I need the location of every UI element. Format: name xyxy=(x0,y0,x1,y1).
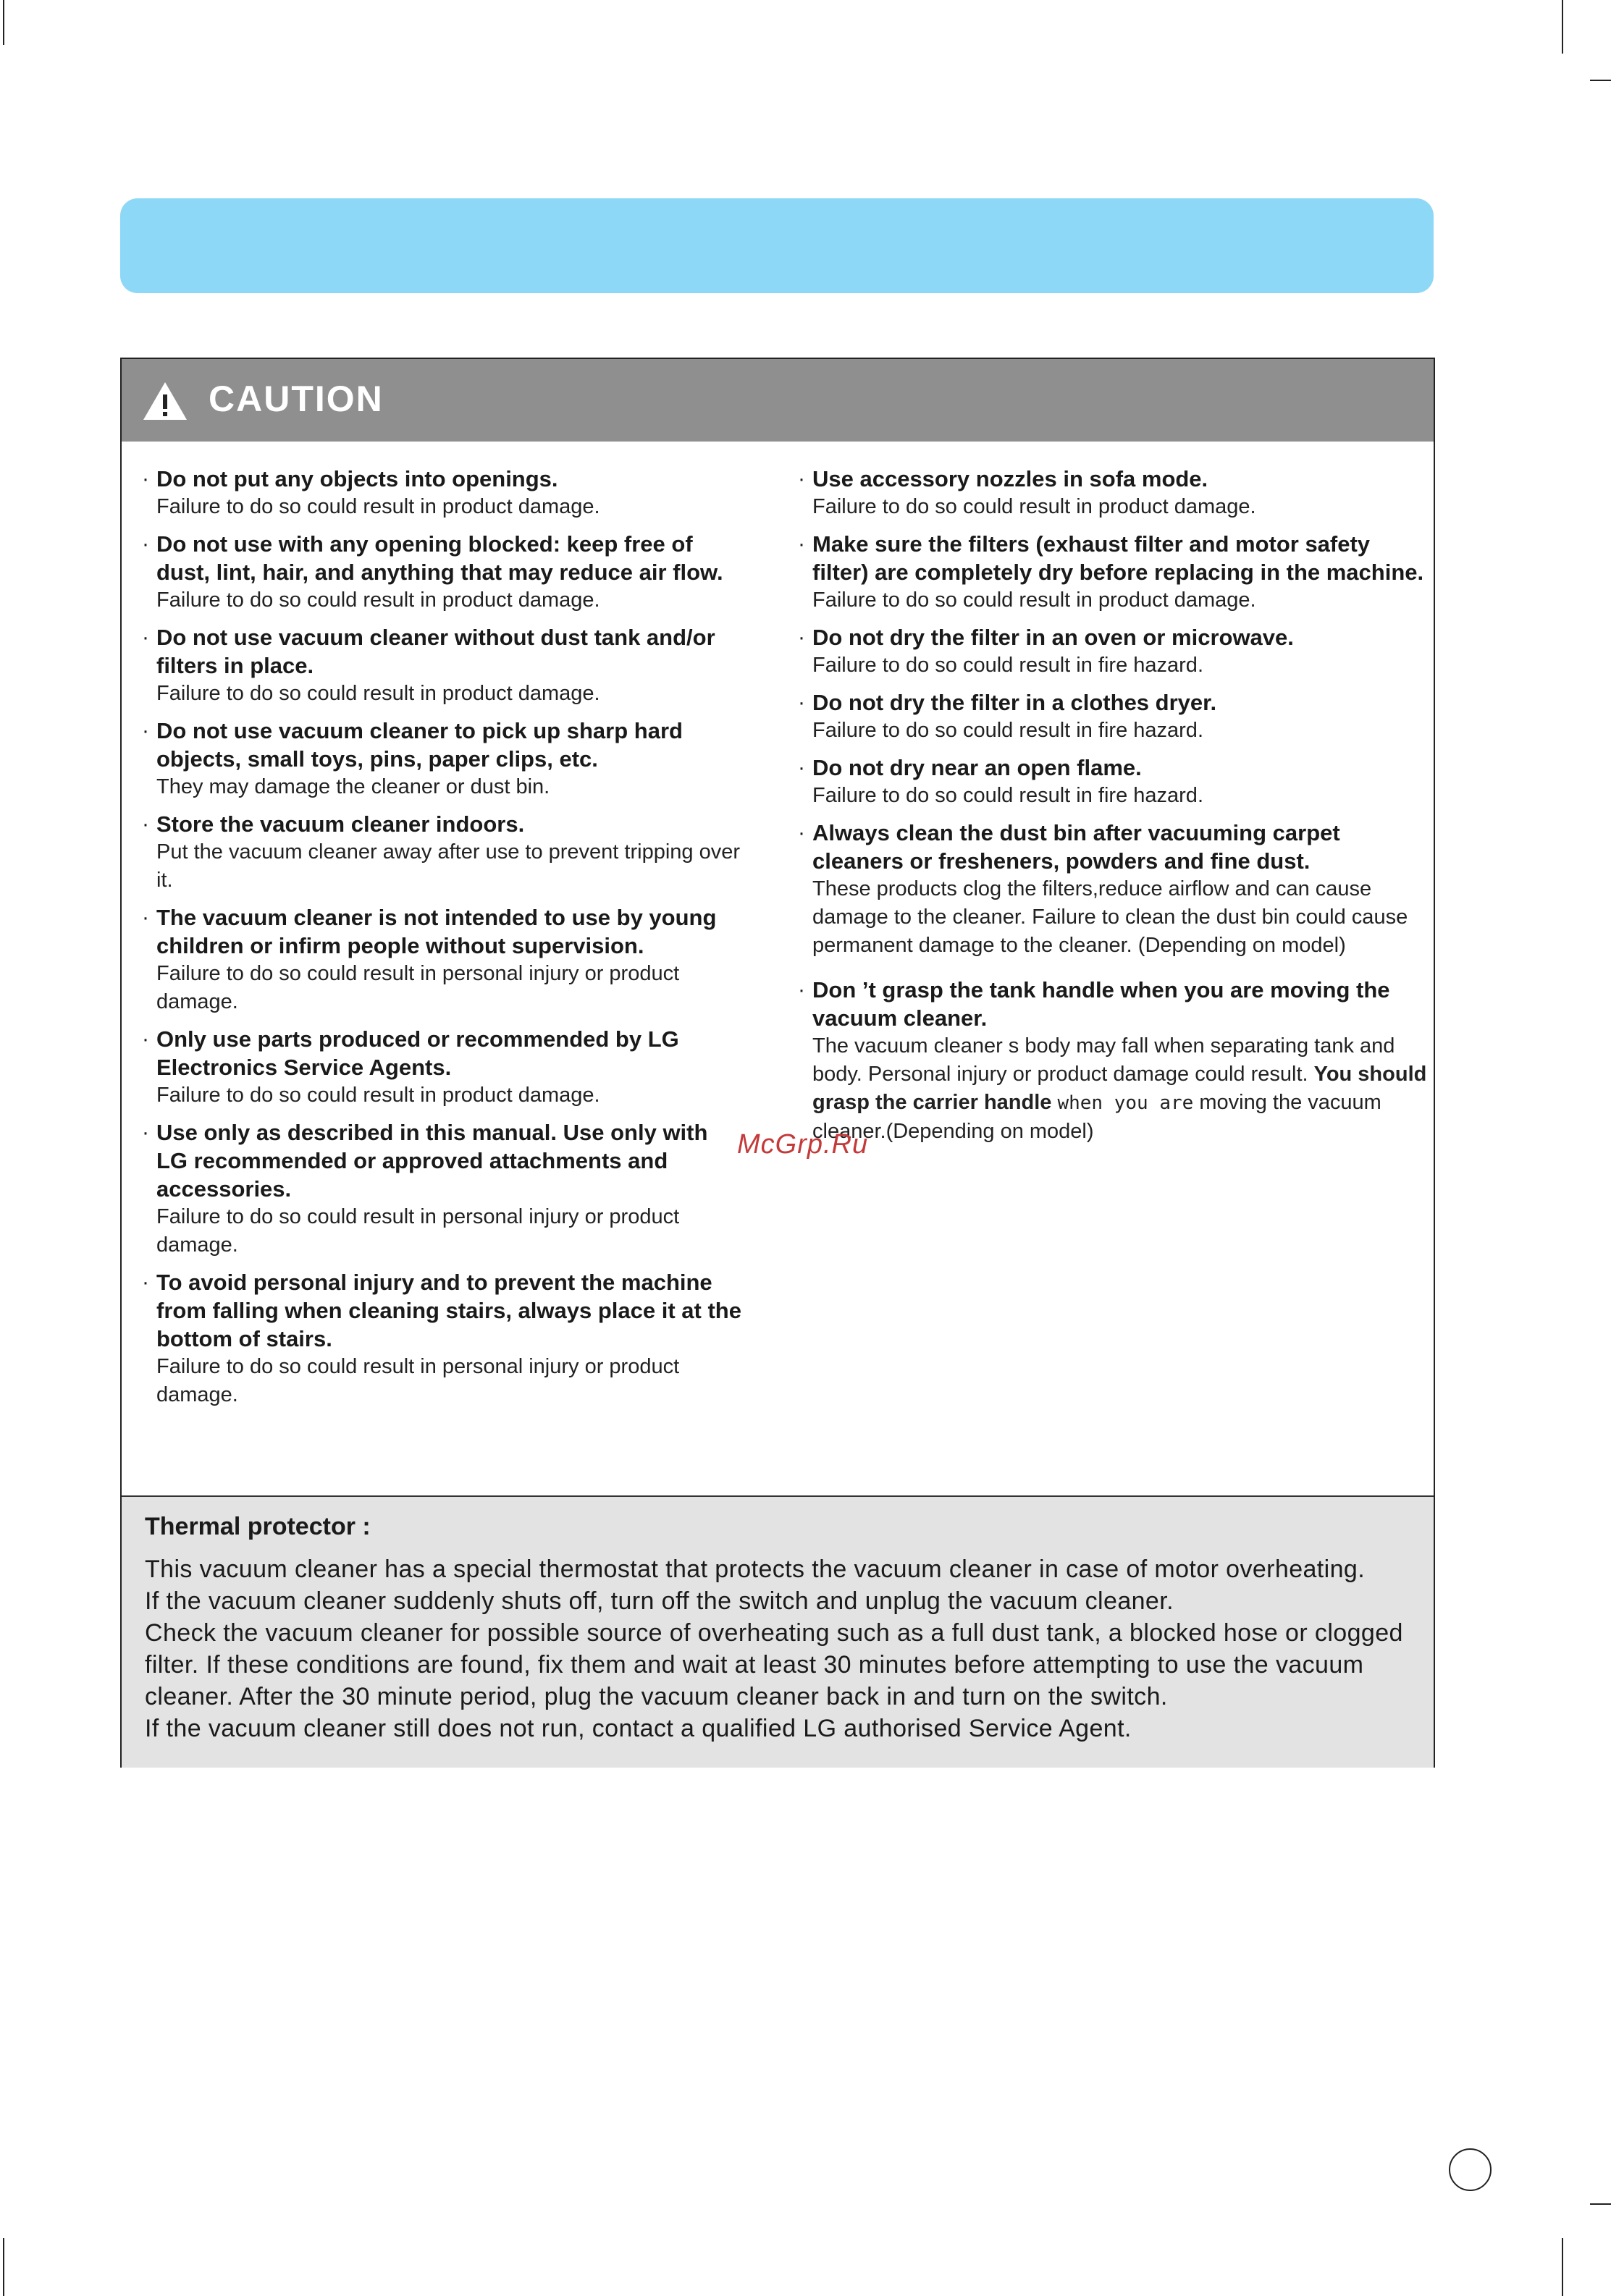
caution-box xyxy=(120,358,1435,1768)
caution-title: CAUTION xyxy=(209,379,384,419)
caution-item: · Always clean the dust bin after vacuuming carpet cleaners or fresheners, powders and fine dust. These products clog the filters,reduce airflow and can cause damage to the cleaner. Failure to clean the dust bin could cause permanent damage to the cleaner. (Depending on model) xyxy=(798,820,1408,957)
caution-item: · Store the vacuum cleaner indoors. Put the vacuum cleaner away after use to prevent tripping over it. xyxy=(142,811,740,892)
header-banner xyxy=(120,198,1434,293)
caution-item: · Do not dry the filter in an oven or microwave. Failure to do so could result in fire hazard. xyxy=(798,625,1294,677)
carrier-handle-advice: You should grasp the carrier handle xyxy=(812,1063,1427,1114)
crop-mark xyxy=(1562,2238,1563,2296)
crop-mark xyxy=(3,0,4,45)
caution-item: · Use accessory nozzles in sofa mode. Failure to do so could result in product damage. xyxy=(798,466,1256,518)
caution-item: · The vacuum cleaner is not intended to use by young children or infirm people without supervision. Failure to do so could result in personal injury or product damage. xyxy=(142,905,717,1013)
caution-right-column xyxy=(798,465,1428,1155)
carrier-handle-advice-mono: when you are xyxy=(1057,1092,1194,1114)
crop-mark xyxy=(1590,2203,1611,2205)
caution-left-column xyxy=(142,465,743,1418)
thermal-line: If the vacuum cleaner still does not run, contact a qualified LG authorised Service Agent. xyxy=(145,1715,1132,1742)
thermal-line: This vacuum cleaner has a special thermostat that protects the vacuum cleaner in case of motor overheating. xyxy=(145,1556,1366,1583)
thermal-line: If the vacuum cleaner suddenly shuts off, turn off the switch and unplug the vacuum cleaner. xyxy=(145,1587,1174,1615)
caution-item: · Do not dry the filter in a clothes dryer. Failure to do so could result in fire hazard. xyxy=(798,690,1217,742)
caution-item: · Do not use vacuum cleaner to pick up sharp hard objects, small toys, pins, paper clips, etc. They may damage the cleaner or dust bin. xyxy=(142,718,683,798)
thermal-title: Thermal protector : xyxy=(145,1513,371,1540)
caution-item: · Do not use with any opening blocked: keep free of dust, lint, hair, and anything that may reduce air flow. Failure to do so could result in product damage. xyxy=(142,531,723,612)
caution-item: · Make sure the filters (exhaust filter and motor safety filter) are completely dry before replacing in the machine. Failure to do so could result in product damage. xyxy=(798,531,1424,612)
warning-icon xyxy=(142,381,188,421)
caution-header xyxy=(122,359,1434,442)
thermal-protector-box xyxy=(122,1495,1434,1768)
thermal-line: Check the vacuum cleaner for possible source of overheating such as a full dust tank, a blocked hose or clogged filter. If these conditions are found, fix them and wait at least 30 minutes before attempting to use the vacuum cleaner. After the 30 minute period, plug the vacuum cleaner back in and turn on the switch. xyxy=(145,1619,1403,1710)
caution-item: · To avoid personal injury and to prevent the machine from falling when cleaning stairs, always place it at the bottom of stairs. Failure to do so could result in personal injury or product damage. xyxy=(142,1270,741,1406)
caution-item: · Only use parts produced or recommended by LG Electronics Service Agents. Failure to do so could result in product damage. xyxy=(142,1026,679,1107)
caution-item: · Do not use vacuum cleaner without dust tank and/or filters in place. Failure to do so could result in product damage. xyxy=(142,625,715,705)
crop-mark xyxy=(3,2238,4,2296)
crop-mark xyxy=(1590,80,1611,81)
caution-item: · Don ’t grasp the tank handle when you are moving the vacuum cleaner. The vacuum cleaner s body may fall when separating tank and body. Personal injury or product damage could result. You should grasp the carrier handle when you are moving the vacuum cleaner.(Depending on model) xyxy=(798,977,1427,1143)
thermal-body xyxy=(145,1553,1419,1744)
carrier-handle-advice-tail: moving the vacuum cleaner.(Depending on model) xyxy=(812,1091,1381,1143)
page-number-circle xyxy=(1449,2148,1492,2191)
tank-handle-warning: The vacuum cleaner s body may fall when separating tank and body. Personal injury or product damage could result. xyxy=(812,1034,1395,1086)
watermark: McGrp.Ru xyxy=(737,1129,869,1160)
caution-item: · Do not dry near an open flame. Failure to do so could result in fire hazard. xyxy=(798,755,1203,807)
caution-item: · Do not put any objects into openings. Failure to do so could result in product damage. xyxy=(142,466,600,518)
caution-item: · Use only as described in this manual. Use only with LG recommended or approved attachments and accessories. Failure to do so could result in personal injury or product damage. xyxy=(142,1120,708,1257)
crop-mark xyxy=(1562,0,1563,54)
